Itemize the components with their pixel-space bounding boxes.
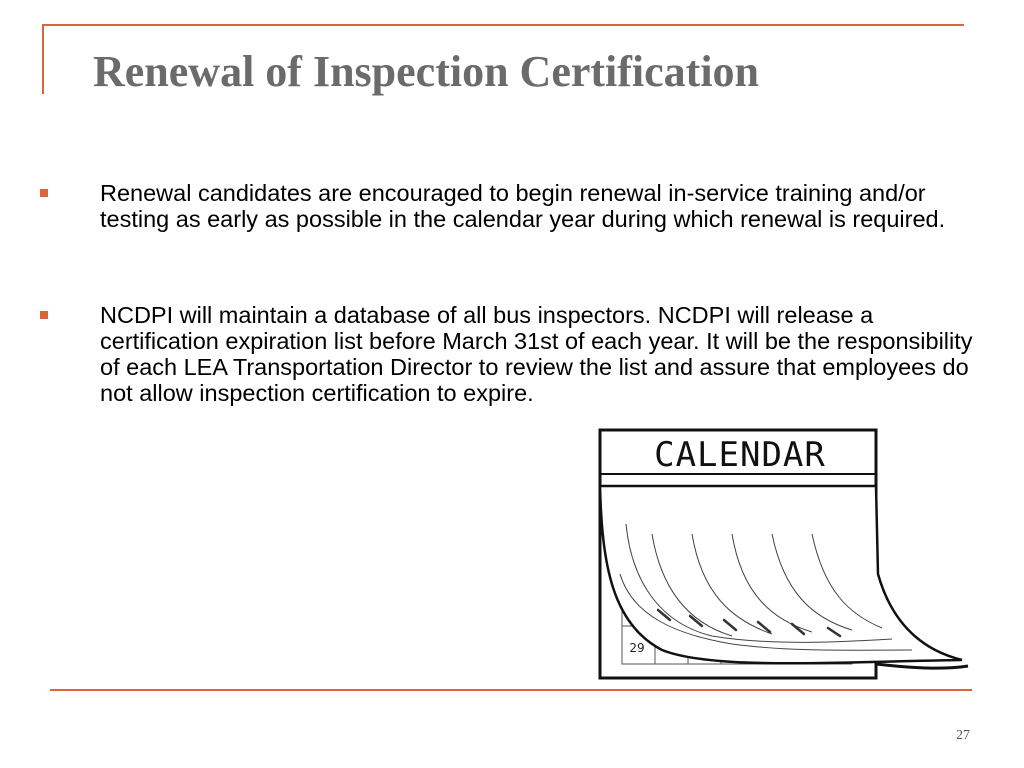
bullet-item [100, 302, 980, 406]
day-number: 29 [629, 641, 645, 655]
top-frame-line [42, 24, 964, 26]
bullet-text: NCDPI will maintain a database of all bus inspectors. NCDPI will release a certification expiration list before March 31st of each year. It will be the responsibility of each LEA Transportation Director to review the list and assure that employees do not allow inspection certification to expire. [100, 302, 973, 406]
slide-title: Renewal of Inspection Certification [93, 47, 760, 96]
page-number: 27 [956, 728, 970, 743]
square-bullet-icon [40, 189, 48, 197]
bottom-frame-line [50, 689, 972, 691]
bullet-text: Renewal candidates are encouraged to begin renewal in-service training and/or testing as early as possible in the calendar year during which renewal is required. [100, 180, 946, 232]
bullet-item [100, 180, 980, 232]
calendar-heading: CALENDAR [654, 435, 826, 475]
calendar-icon [592, 424, 982, 686]
calendar-clipart [592, 424, 982, 686]
square-bullet-icon [40, 311, 48, 319]
left-frame-line [42, 24, 44, 94]
